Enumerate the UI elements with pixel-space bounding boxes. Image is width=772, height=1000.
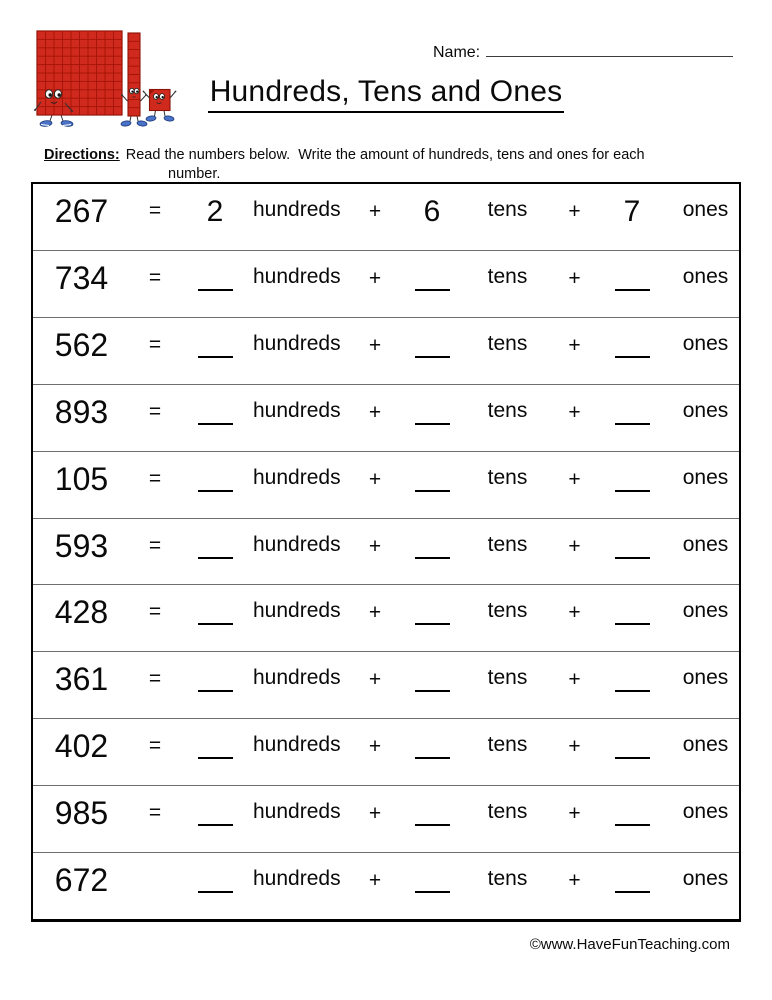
plus-sign: + <box>368 266 382 290</box>
answer-blank[interactable] <box>198 652 233 692</box>
row-number: 267 <box>54 193 109 229</box>
ones-answer <box>602 719 662 785</box>
hundreds-answer <box>180 452 250 518</box>
answer-blank[interactable] <box>198 318 233 358</box>
ones-answer <box>602 853 662 919</box>
tens-answer <box>402 719 462 785</box>
plus-sign: + <box>568 467 581 491</box>
tens-answer <box>402 652 462 718</box>
ones-label: ones <box>682 666 729 690</box>
hundreds-label: hundreds <box>253 198 341 221</box>
hundreds-answer <box>180 251 250 317</box>
answer-blank[interactable] <box>615 452 650 492</box>
worksheet-row <box>33 786 739 853</box>
worksheet-row <box>33 452 739 519</box>
tens-answer <box>402 519 462 585</box>
tens-label: tens <box>487 532 528 556</box>
plus-sign: + <box>368 735 382 759</box>
answer-blank[interactable] <box>615 385 650 425</box>
hundreds-label: hundreds <box>253 465 341 489</box>
ones-label: ones <box>682 532 729 556</box>
worksheet-row <box>33 318 739 385</box>
plus-sign: + <box>368 467 382 491</box>
plus-sign: + <box>568 400 581 424</box>
ones-answer <box>602 318 662 384</box>
hundreds-answer: 2 <box>206 195 224 228</box>
tens-answer <box>402 853 462 919</box>
plus-sign: + <box>368 200 382 223</box>
worksheet-row <box>33 251 739 318</box>
equals-sign: = <box>148 734 162 758</box>
ones-label: ones <box>682 398 729 422</box>
hundreds-answer <box>180 318 250 384</box>
worksheet-row <box>33 385 739 452</box>
title-wrap <box>0 76 772 113</box>
ones-answer <box>602 519 662 585</box>
hundreds-answer <box>180 519 250 585</box>
worksheet-row <box>33 184 739 251</box>
hundreds-label: hundreds <box>253 733 341 757</box>
name-label: Name: <box>433 44 481 61</box>
tens-answer <box>402 385 462 451</box>
ones-label: ones <box>682 599 729 623</box>
ones-label: ones <box>682 264 729 288</box>
directions-label: Directions: <box>44 147 120 163</box>
worksheet-row <box>33 719 739 786</box>
plus-sign: + <box>568 668 581 692</box>
tens-answer <box>402 251 462 317</box>
plus-sign: + <box>568 534 581 558</box>
row-number: 428 <box>54 594 109 631</box>
hundreds-label: hundreds <box>253 599 341 623</box>
name-field-row <box>433 44 733 62</box>
hundreds-label: hundreds <box>253 398 341 422</box>
hundreds-label: hundreds <box>253 264 341 288</box>
row-number: 734 <box>54 259 109 296</box>
hundreds-answer <box>180 385 250 451</box>
answer-blank[interactable] <box>415 853 450 893</box>
ones-answer <box>602 786 662 852</box>
plus-sign: + <box>368 668 382 692</box>
hundreds-label: hundreds <box>253 666 341 690</box>
page-title: Hundreds, Tens and Ones <box>208 76 565 113</box>
plus-sign: + <box>568 735 581 759</box>
worksheet-row <box>33 519 739 586</box>
plus-sign: + <box>368 601 382 625</box>
plus-sign: + <box>568 869 581 893</box>
answer-blank[interactable] <box>415 786 450 826</box>
hundreds-label: hundreds <box>253 800 341 824</box>
row-number: 562 <box>54 326 109 363</box>
answer-blank[interactable] <box>615 585 650 625</box>
equals-sign: = <box>148 332 162 356</box>
tens-answer <box>402 452 462 518</box>
hundreds-answer <box>180 786 250 852</box>
answer-blank[interactable] <box>615 318 650 358</box>
tens-label: tens <box>487 198 528 221</box>
hundreds-answer <box>180 585 250 651</box>
ones-label: ones <box>682 733 729 757</box>
answer-blank[interactable] <box>615 719 650 759</box>
answer-blank[interactable] <box>415 719 450 759</box>
tens-answer <box>402 786 462 852</box>
ones-answer <box>602 652 662 718</box>
equals-sign: = <box>148 667 162 691</box>
plus-sign: + <box>568 601 581 625</box>
plus-sign: + <box>568 333 581 357</box>
directions-line1 <box>44 146 645 165</box>
plus-sign: + <box>368 333 382 357</box>
answer-blank[interactable] <box>615 786 650 826</box>
answer-blank[interactable] <box>198 853 233 893</box>
hundreds-answer <box>180 719 250 785</box>
hundreds-answer <box>180 853 250 919</box>
tens-label: tens <box>487 733 528 757</box>
ones-answer <box>602 452 662 518</box>
plus-sign: + <box>368 534 382 558</box>
equals-sign: = <box>148 801 162 825</box>
tens-answer <box>402 318 462 384</box>
answer-blank[interactable] <box>415 519 450 559</box>
row-number: 402 <box>54 728 109 765</box>
worksheet-row <box>33 853 739 919</box>
answer-blank[interactable] <box>615 251 650 291</box>
worksheet-row <box>33 652 739 719</box>
ones-answer <box>602 251 662 317</box>
plus-sign: + <box>568 200 581 223</box>
row-number: 361 <box>54 661 109 698</box>
row-number: 985 <box>54 795 109 832</box>
hundreds-answer <box>180 652 250 718</box>
equals-sign <box>130 853 180 919</box>
hundreds-label: hundreds <box>253 867 341 891</box>
answer-blank[interactable] <box>415 652 450 692</box>
ones-answer <box>602 385 662 451</box>
answer-blank[interactable] <box>198 786 233 826</box>
copyright-text: ©www.HaveFunTeaching.com <box>529 936 730 953</box>
tens-label: tens <box>487 800 528 824</box>
answer-blank[interactable] <box>615 853 650 893</box>
tens-label: tens <box>487 867 528 891</box>
ones-answer: 7 <box>623 195 641 228</box>
tens-label: tens <box>487 331 528 355</box>
plus-sign: + <box>368 400 382 424</box>
worksheet-table <box>31 182 741 922</box>
hundreds-label: hundreds <box>253 331 341 355</box>
ones-label: ones <box>682 800 729 824</box>
plus-sign: + <box>568 266 581 290</box>
ones-answer <box>602 585 662 651</box>
answer-blank[interactable] <box>198 385 233 425</box>
equals-sign: = <box>148 466 162 490</box>
equals-sign: = <box>148 533 162 557</box>
hundreds-label: hundreds <box>253 532 341 556</box>
answer-blank[interactable] <box>415 585 450 625</box>
plus-sign: + <box>368 802 382 826</box>
equals-sign: = <box>148 600 162 624</box>
plus-sign: + <box>368 869 382 893</box>
answer-blank[interactable] <box>198 519 233 559</box>
equals-sign: = <box>148 199 162 222</box>
answer-blank[interactable] <box>415 318 450 358</box>
equals-sign: = <box>148 399 162 423</box>
ones-label: ones <box>682 198 729 221</box>
answer-blank[interactable] <box>198 719 233 759</box>
directions-text: Read the numbers below. Write the amount of hundreds, tens and ones for each <box>125 147 645 163</box>
directions <box>44 146 645 183</box>
directions-text-line2: number. <box>168 165 221 182</box>
answer-blank[interactable] <box>415 251 450 291</box>
equals-sign: = <box>148 265 162 289</box>
tens-answer: 6 <box>423 195 441 228</box>
tens-answer <box>402 585 462 651</box>
answer-blank[interactable] <box>415 452 450 492</box>
tens-label: tens <box>487 264 528 288</box>
row-number: 105 <box>54 460 109 497</box>
tens-label: tens <box>487 398 528 422</box>
answer-blank[interactable] <box>198 251 233 291</box>
plus-sign: + <box>568 802 581 826</box>
ones-label: ones <box>682 465 729 489</box>
tens-label: tens <box>487 465 528 489</box>
answer-blank[interactable] <box>198 452 233 492</box>
name-input-line[interactable] <box>486 56 733 57</box>
row-number: 593 <box>54 527 109 564</box>
ones-label: ones <box>682 867 729 891</box>
row-number: 893 <box>54 393 109 430</box>
answer-blank[interactable] <box>615 519 650 559</box>
answer-blank[interactable] <box>198 585 233 625</box>
answer-blank[interactable] <box>615 652 650 692</box>
worksheet-row <box>33 585 739 652</box>
tens-label: tens <box>487 599 528 623</box>
ones-label: ones <box>682 331 729 355</box>
row-number: 672 <box>54 862 109 899</box>
tens-label: tens <box>487 666 528 690</box>
answer-blank[interactable] <box>415 385 450 425</box>
